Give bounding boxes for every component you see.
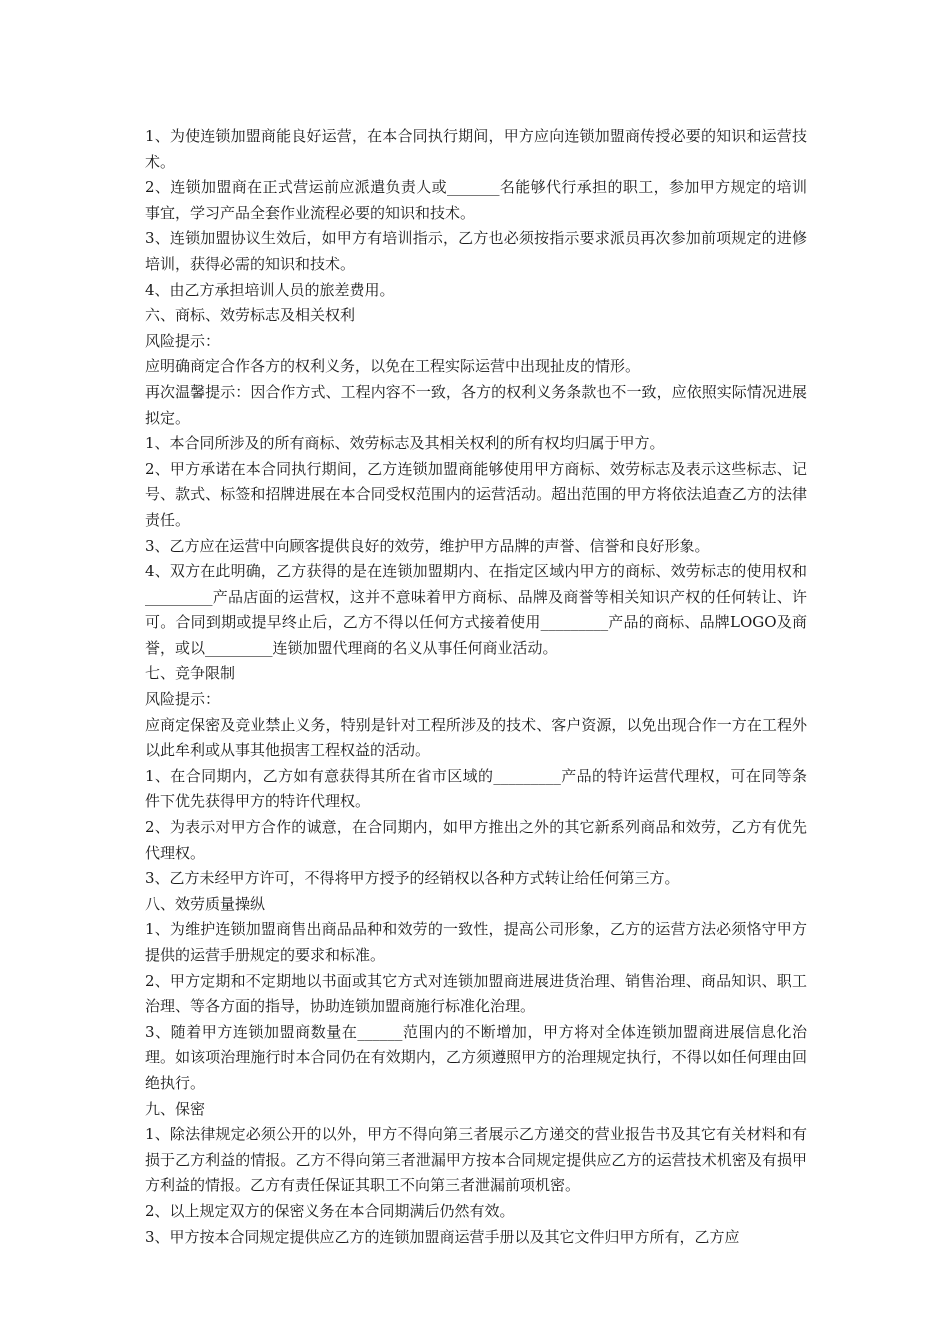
risk-notice-text: 应商定保密及竞业禁止义务，特别是针对工程所涉及的技术、客户资源，以免出现合作一方在工程外以此牟利或从事其他损害工程权益的活动。 [145, 715, 807, 760]
paragraph-quality-1: 1、为维护连锁加盟商售出商品品种和效劳的一致性，提高公司形象，乙方的运营方法必须恪守甲方提供的运营手册规定的要求和标准。 [145, 920, 807, 964]
paragraph-confidentiality-1: 1、除法律规定必须公开的以外，甲方不得向第三者展示乙方递交的营业报告书及其它有关材料和有损于乙方利益的情报。乙方不得向第三者泄漏甲方按本合同规定提供应乙方的运营技术机密及有损甲方利益的情报。乙方有责任保证其职工不向第三者泄漏前项机密。 [145, 1125, 807, 1195]
paragraph-trademark-3: 3、乙方应在运营中向顾客提供良好的效劳，维护甲方品牌的声誉、信誉和良好形象。 [145, 536, 710, 555]
paragraph-quality-3: 3、随着甲方连锁加盟商数量在______范围内的不断增加，甲方将对全体连锁加盟商进展信息化治理。如该项治理施行时本合同仍在有效期内，乙方须遵照甲方的治理规定执行，不得以如任何理由回绝执行。 [145, 1022, 807, 1092]
risk-notice-text: 应明确商定合作各方的权利义务，以免在工程实际运营中出现扯皮的情形。 [145, 357, 641, 376]
section-heading-competition: 七、竞争限制 [145, 664, 236, 683]
risk-notice-label: 风险提示： [145, 690, 221, 709]
paragraph-confidentiality-2: 2、以上规定双方的保密义务在本合同期满后仍然有效。 [145, 1201, 515, 1220]
section-heading-trademark: 六、商标、效劳标志及相关权利 [145, 306, 356, 325]
reminder-text: 再次温馨提示：因合作方式、工程内容不一致，各方的权利义务条款也不一致，应依照实际情况进展拟定。 [145, 382, 807, 427]
paragraph-competition-2: 2、为表示对甲方合作的诚意，在合同期内，如甲方推出之外的其它新系列商品和效劳，乙方有优先代理权。 [145, 818, 807, 862]
paragraph-training-4: 4、由乙方承担培训人员的旅差费用。 [145, 280, 395, 299]
paragraph-competition-3: 3、乙方未经甲方许可，不得将甲方授予的经销权以各种方式转让给任何第三方。 [145, 869, 680, 888]
risk-notice-label: 风险提示： [145, 331, 221, 350]
document-body [145, 124, 807, 1250]
paragraph-training-1: 1、为使连锁加盟商能良好运营，在本合同执行期间，甲方应向连锁加盟商传授必要的知识和运营技术。 [145, 127, 807, 171]
section-heading-quality: 八、效劳质量操纵 [145, 894, 266, 913]
paragraph-training-3: 3、连锁加盟协议生效后，如甲方有培训指示，乙方也必须按指示要求派员再次参加前项规定的进修培训，获得必需的知识和技术。 [145, 229, 807, 273]
paragraph-trademark-4: 4、双方在此明确，乙方获得的是在连锁加盟期内、在指定区域内甲方的商标、效劳标志的使用权和_________产品店面的运营权，这并不意味着甲方商标、品牌及商誉等相关知识产权的任何转让、许可。合同到期或提早终止后，乙方不得以任何方式接着使用_________产品的商标、品牌LOGO及商誉，或以_________连锁加盟代理商的名义从事任何商业活动。 [145, 562, 807, 657]
paragraph-trademark-1: 1、本合同所涉及的所有商标、效劳标志及其相关权利的所有权均归属于甲方。 [145, 434, 665, 453]
section-heading-confidentiality: 九、保密 [145, 1099, 206, 1118]
paragraph-training-2: 2、连锁加盟商在正式营运前应派遣负责人或_______名能够代行承担的职工，参加甲方规定的培训事宜，学习产品全套作业流程必要的知识和技术。 [145, 178, 807, 222]
paragraph-quality-2: 2、甲方定期和不定期地以书面或其它方式对连锁加盟商进展进货治理、销售治理、商品知识、职工治理、等各方面的指导，协助连锁加盟商施行标准化治理。 [145, 971, 807, 1016]
paragraph-confidentiality-3: 3、甲方按本合同规定提供应乙方的连锁加盟商运营手册以及其它文件归甲方所有，乙方应 [145, 1227, 740, 1246]
paragraph-trademark-2: 2、甲方承诺在本合同执行期间，乙方连锁加盟商能够使用甲方商标、效劳标志及表示这些标志、记号、款式、标签和招牌进展在本合同受权范围内的运营活动。超出范围的甲方将依法追查乙方的法律责任。 [145, 459, 807, 529]
paragraph-competition-1: 1、在合同期内，乙方如有意获得其所在省市区域的_________产品的特许运营代理权，可在同等条件下优先获得甲方的特许代理权。 [145, 766, 807, 811]
